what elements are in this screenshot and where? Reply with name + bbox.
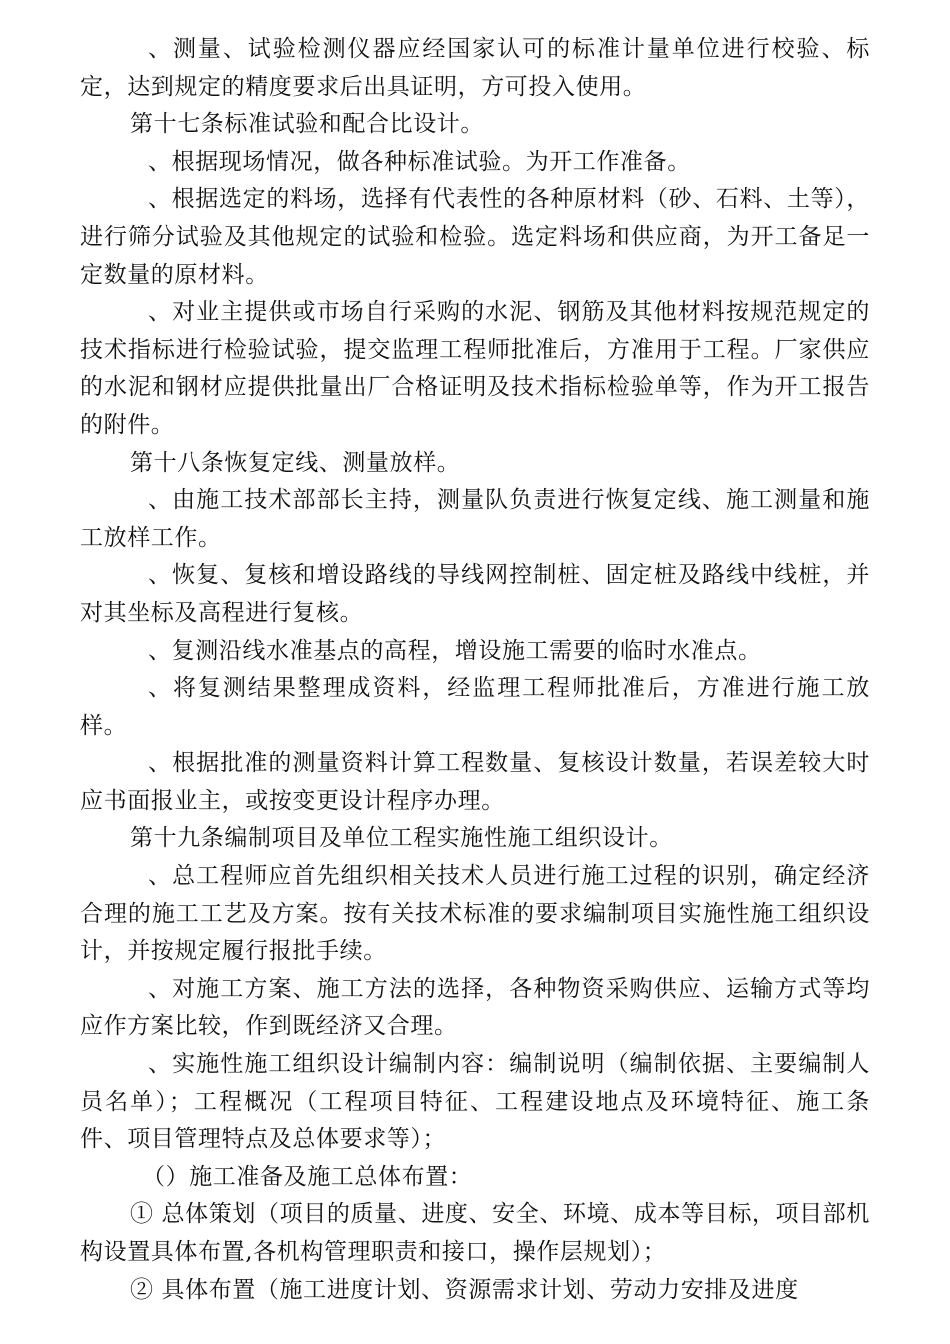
numbered-paragraph: ① 总体策划（项目的质量、进度、安全、环境、成本等目标，项目部机构设置具体布置,各机构管理职责和接口，操作层规划）； <box>80 1201 870 1265</box>
article-heading: 第十九条编制项目及单位工程实施性施工组织设计。 <box>130 825 673 852</box>
paragraph: 、根据选定的料场，选择有代表性的各种原材料（砂、石料、土等），进行筛分试验及其他规定的试验和检验。选定料场和供应商，为开工备足一定数量的原材料。 <box>80 186 870 288</box>
article-heading: 第十七条标准试验和配合比设计。 <box>130 111 484 138</box>
paragraph: 、复测沿线水准基点的高程，增设施工需要的临时水准点。 <box>148 637 762 664</box>
paragraph: 、将复测结果整理成资料，经监理工程师批准后，方准进行施工放样。 <box>80 675 870 739</box>
paragraph: 、根据现场情况，做各种标准试验。为开工作准备。 <box>148 148 691 175</box>
paragraph: 、根据批准的测量资料计算工程数量、复核设计数量，若误差较大时应书面报业主，或按变更设计程序办理。 <box>80 750 870 814</box>
paragraph: 、恢复、复核和增设路线的导线网控制桩、固定桩及路线中线桩，并对其坐标及高程进行复核。 <box>80 562 870 626</box>
paragraph: 、由施工技术部部长主持，测量队负责进行恢复定线、施工测量和施工放样工作。 <box>80 487 870 551</box>
paragraph: 、测量、试验检测仪器应经国家认可的标准计量单位进行校验、标定，达到规定的精度要求后出具证明，方可投入使用。 <box>80 36 870 100</box>
paragraph: 、实施性施工组织设计编制内容：编制说明（编制依据、主要编制人员名单）；工程概况（工程项目特征、工程建设地点及环境特征、施工条件、项目管理特点及总体要求等）； <box>80 1051 870 1153</box>
paragraph: 、对施工方案、施工方法的选择，各种物资采购供应、运输方式等均应作方案比较，作到既经济又合理。 <box>80 975 870 1040</box>
article-heading: 第十八条恢复定线、测量放样。 <box>130 449 461 476</box>
numbered-paragraph: ② 具体布置（施工进度计划、资源需求计划、劳动力安排及进度 <box>130 1276 799 1303</box>
sub-heading: （）施工准备及施工总体布置： <box>142 1163 473 1190</box>
paragraph: 、对业主提供或市场自行采购的水泥、钢筋及其他材料按规范规定的技术指标进行检验试验，提交监理工程师批准后，方准用于工程。厂家供应的水泥和钢材应提供批量出厂合格证明及技术指标检验单等，作为开工报告的附件。 <box>80 299 870 438</box>
document-page <box>80 31 870 1309</box>
paragraph: 、总工程师应首先组织相关技术人员进行施工过程的识别，确定经济合理的施工工艺及方案。按有关技术标准的要求编制项目实施性施工组织设计，并按规定履行报批手续。 <box>80 863 870 965</box>
